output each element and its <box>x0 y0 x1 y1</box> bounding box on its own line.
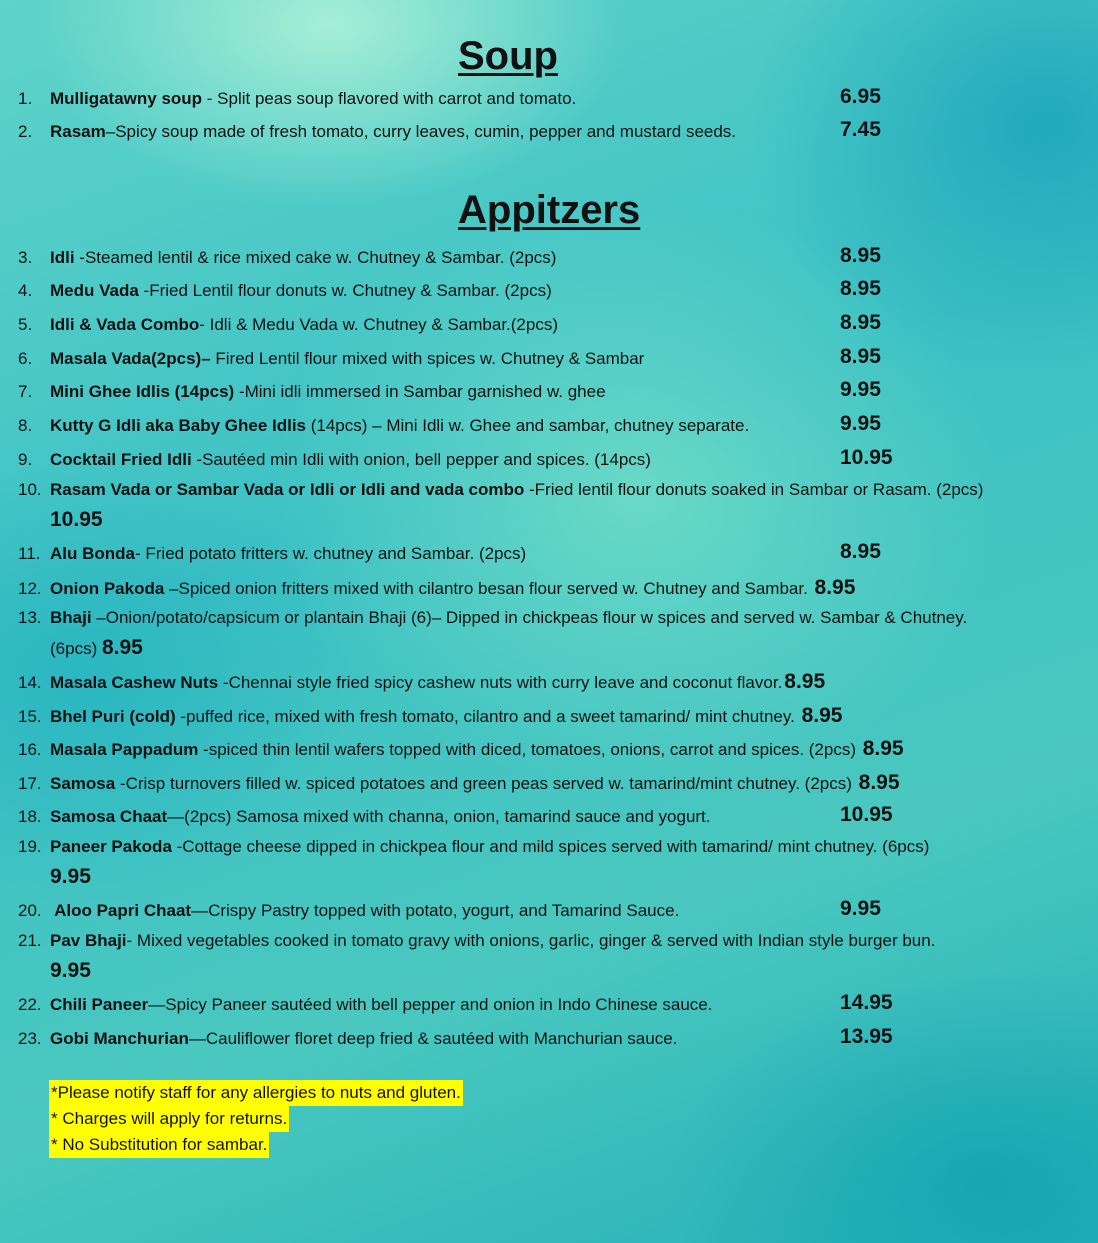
menu-item <box>18 701 1088 732</box>
item-name: Masala Vada(2pcs)– <box>50 349 211 368</box>
item-number: 11. <box>18 544 41 563</box>
menu-item <box>18 84 1088 114</box>
item-description: -Sautéed min Idli with onion, bell pepper and spices. (14pcs) <box>191 450 651 469</box>
menu-item <box>18 243 1088 273</box>
item-name: Mulligatawny soup <box>50 89 203 108</box>
item-name: Cocktail Fried Idli <box>50 450 192 469</box>
menu-item <box>18 603 1088 664</box>
item-description: -Fried Lentil flour donuts w. Chutney & Sambar. (2pcs) <box>138 281 552 300</box>
item-price: 8.95 <box>814 576 856 599</box>
item-number: 8. <box>18 416 33 435</box>
item-number: 9. <box>18 450 33 469</box>
item-number: 19. <box>18 837 42 856</box>
item-number: 7. <box>18 382 33 401</box>
item-number: 23. <box>18 1029 42 1048</box>
item-description: —Cauliflower floret deep fried & sautéed with Manchurian sauce. <box>188 1029 678 1048</box>
item-description: -Crisp turnovers filled w. spiced potatoes and green peas served w. tamarind/mint chutney. (2pcs) <box>115 774 852 793</box>
item-name: Chili Paneer <box>50 995 149 1014</box>
item-name: Idli & Vada Combo <box>50 315 200 334</box>
notes-box <box>49 1080 463 1158</box>
item-description: –Spiced onion fritters mixed with cilantro besan flour served w. Chutney and Sambar. <box>164 579 808 598</box>
item-name: Onion Pakoda <box>50 579 165 598</box>
item-price: 9.95 <box>50 865 91 888</box>
item-name: Masala Pappadum <box>50 740 199 759</box>
item-price: 6.95 <box>840 85 881 108</box>
returns-note: * Charges will apply for returns. <box>49 1106 289 1132</box>
item-price: 8.95 <box>862 737 904 760</box>
item-price: 10.95 <box>50 508 103 531</box>
menu-item <box>18 475 1088 536</box>
item-price: 8.95 <box>784 670 826 693</box>
menu-item <box>18 310 1088 340</box>
section-title-soup: Soup <box>458 34 558 78</box>
menu-item <box>18 117 1088 147</box>
item-description: –Spicy soup made of fresh tomato, curry leaves, cumin, pepper and mustard seeds. <box>105 122 737 141</box>
item-name: Mini Ghee Idlis (14pcs) <box>50 382 235 401</box>
item-name: Kutty G Idli aka Baby Ghee Idlis <box>50 416 307 435</box>
item-name: Rasam <box>50 122 106 141</box>
item-description: - Fried potato fritters w. chutney and Sambar. (2pcs) <box>135 544 527 563</box>
item-name: Pav Bhaji <box>50 931 127 950</box>
item-number: 6. <box>18 349 33 368</box>
item-number: 15. <box>18 707 42 726</box>
item-name: Gobi Manchurian <box>50 1029 189 1048</box>
item-name: Aloo Papri Chaat <box>50 901 192 920</box>
item-description: -Steamed lentil & rice mixed cake w. Chutney & Sambar. (2pcs) <box>74 248 557 267</box>
item-description: —(2pcs) Samosa mixed with channa, onion, tamarind sauce and yogurt. <box>167 807 711 826</box>
item-price: 9.95 <box>840 897 881 920</box>
item-description: —Crispy Pastry topped with potato, yogurt, and Tamarind Sauce. <box>191 901 680 920</box>
item-number: 3. <box>18 248 33 267</box>
item-price: 7.45 <box>840 118 881 141</box>
item-description: -Fried lentil flour donuts soaked in Sambar or Rasam. (2pcs) <box>524 480 984 499</box>
substitution-note: * No Substitution for sambar. <box>49 1132 269 1158</box>
item-name: Medu Vada <box>50 281 139 300</box>
menu-item <box>18 411 1088 441</box>
menu-item <box>18 344 1088 374</box>
item-number: 22. <box>18 995 42 1014</box>
item-number: 2. <box>18 122 33 141</box>
item-number: 17. <box>18 774 42 793</box>
item-name: Idli <box>50 248 75 267</box>
item-price: 8.95 <box>801 704 843 727</box>
item-name: Masala Cashew Nuts <box>50 673 219 692</box>
menu-item <box>18 1024 1088 1054</box>
item-price: 8.95 <box>840 244 881 267</box>
item-description: -Chennai style fried spicy cashew nuts with curry leave and coconut flavor. <box>218 673 783 692</box>
item-description: -spiced thin lentil wafers topped with diced, tomatoes, onions, carrot and spices. (2pcs) <box>198 740 856 759</box>
item-number: 16. <box>18 740 42 759</box>
menu-item <box>18 926 1088 987</box>
item-description: - Split peas soup flavored with carrot and tomato. <box>202 89 577 108</box>
item-name: Bhaji <box>50 608 92 627</box>
item-price: 8.95 <box>840 345 881 368</box>
item-description: - Idli & Medu Vada w. Chutney & Sambar.(2pcs) <box>199 315 558 334</box>
item-name: Alu Bonda <box>50 544 135 563</box>
item-price: 9.95 <box>840 378 881 401</box>
item-price: 8.95 <box>840 540 881 563</box>
item-price: 8.95 <box>101 636 143 659</box>
section-title-appetizers: Appitzers <box>458 188 641 232</box>
item-price: 10.95 <box>840 803 893 826</box>
menu-item <box>18 573 1088 604</box>
item-number: 1. <box>18 89 33 108</box>
menu-item <box>18 768 1088 799</box>
item-description: —Spicy Paneer sautéed with bell pepper and onion in Indo Chinese sauce. <box>148 995 713 1014</box>
menu-item <box>18 276 1088 306</box>
menu-item <box>18 445 1088 475</box>
menu-item <box>18 539 1088 569</box>
item-number: 5. <box>18 315 33 334</box>
menu-item <box>18 990 1088 1020</box>
item-price: 9.95 <box>50 959 91 982</box>
item-price: 10.95 <box>840 446 893 469</box>
item-description: –Onion/potato/capsicum or plantain Bhaji (6)– Dipped in chickpeas flour w spices and served w. Sambar & Chutney. <box>91 608 968 627</box>
item-number: 10. <box>18 480 42 499</box>
item-price: 13.95 <box>840 1025 893 1048</box>
allergy-note: *Please notify staff for any allergies to nuts and gluten. <box>49 1080 463 1106</box>
menu-item <box>18 802 1088 832</box>
menu-item <box>18 377 1088 407</box>
menu-item <box>18 667 1088 698</box>
item-number: 14. <box>18 673 42 692</box>
item-price: 8.95 <box>840 311 881 334</box>
item-description: -puffed rice, mixed with fresh tomato, cilantro and a sweet tamarind/ mint chutney. <box>175 707 795 726</box>
item-number: 18. <box>18 807 42 826</box>
item-name: Samosa Chaat <box>50 807 168 826</box>
item-number: 4. <box>18 281 33 300</box>
item-name: Bhel Puri (cold) <box>50 707 176 726</box>
item-number: 21. <box>18 931 42 950</box>
item-description: -Cottage cheese dipped in chickpea flour and mild spices served with tamarind/ mint chutney. (6pcs) <box>171 837 930 856</box>
menu-item <box>18 832 1088 893</box>
item-description: Fired Lentil flour mixed with spices w. Chutney & Sambar <box>210 349 645 368</box>
item-price: 9.95 <box>840 412 881 435</box>
menu-item <box>18 896 1088 926</box>
item-description: - Mixed vegetables cooked in tomato gravy with onions, garlic, ginger & served with Indian style burger bun. <box>126 931 936 950</box>
menu-item <box>18 734 1088 765</box>
item-name: Rasam Vada or Sambar Vada or Idli or Idli and vada combo <box>50 480 525 499</box>
item-name: Samosa <box>50 774 116 793</box>
item-price: 14.95 <box>840 991 893 1014</box>
item-description-cont: (6pcs) <box>50 639 98 658</box>
item-name: Paneer Pakoda <box>50 837 172 856</box>
item-description: (14pcs) – Mini Idli w. Ghee and sambar, chutney separate. <box>306 416 750 435</box>
item-number: 12. <box>18 579 42 598</box>
item-price: 8.95 <box>840 277 881 300</box>
item-description: -Mini idli immersed in Sambar garnished w. ghee <box>234 382 606 401</box>
item-price: 8.95 <box>858 771 900 794</box>
item-number: 20. <box>18 901 42 920</box>
item-number: 13. <box>18 608 42 627</box>
